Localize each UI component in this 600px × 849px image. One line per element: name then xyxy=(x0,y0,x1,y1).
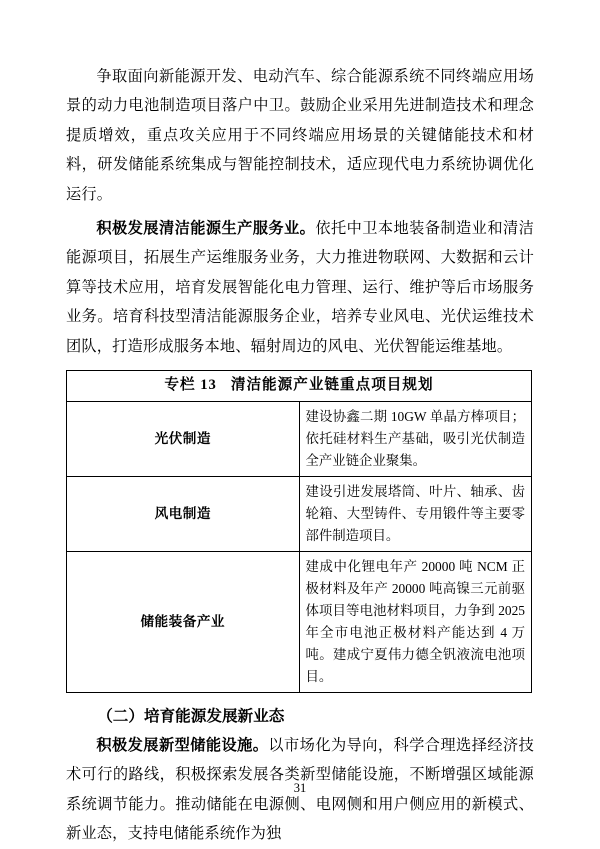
table-row-label: 风电制造 xyxy=(67,476,300,551)
paragraph-continuation: 争取面向新能源开发、电动汽车、综合能源系统不同终端应用场景的动力电池制造项目落户中卫。鼓励企业采用先进制造技术和理念提质增效，重点攻关应用于不同终端应用场景的关键储能技术和材料，研发储能系统集成与智能控制技术，适应现代电力系统协调优化运行。 xyxy=(66,68,534,203)
paragraph-body-clean-energy: 依托中卫本地装备制造业和清洁能源项目，拓展生产运维服务业务，大力推进物联网、大数据和云计算等技术应用，培育发展智能化电力管理、运行、维护等后市场服务业务。培育科技型清洁能源服务企业，培养专业风电、光伏运维技术团队，打造形成服务本地、辐射周边的风电、光伏智能运维基地。 xyxy=(66,220,534,355)
spacer xyxy=(66,693,534,702)
page-number: 31 xyxy=(293,781,307,795)
table-row-content: 建设协鑫二期 10GW 单晶方棒项目；依托硅材料生产基础，吸引光伏制造全产业链企业聚集。 xyxy=(299,401,532,476)
table-row xyxy=(67,551,532,692)
paragraph-lead-new-storage: 积极发展新型储能设施。 xyxy=(96,736,269,754)
table-title-text: 清洁能源产业链重点项目规划 xyxy=(230,377,434,394)
table-row xyxy=(67,476,532,551)
table-row-content: 建成中化锂电年产 20000 吨 NCM 正极材料及年产 20000 吨高镍三元前驱体项目等电池材料项目，力争到 2025 年全市电池正极材料产能达到 4 万吨。建成宁夏伟力德全钒液流电池项目。 xyxy=(299,551,532,692)
table-row-label: 储能装备产业 xyxy=(67,551,300,692)
table-title-cell xyxy=(67,371,532,402)
table-row xyxy=(67,401,532,476)
table-title-row xyxy=(67,371,532,402)
table-title-label: 专栏 13 xyxy=(164,377,217,394)
project-plan-table xyxy=(66,370,532,693)
paragraph-body-new-storage: 以市场化为导向，科学合理选择经济技术可行的路线，积极探索发展各类新型储能设施，不断增强区域能源系统调节能力。推动储能在电源侧、电网侧和用户侧应用的新模式、新业态，支持电储能系统作为独 xyxy=(66,736,534,843)
section-heading: （二）培育能源发展新业态 xyxy=(97,707,285,725)
paragraph-clean-energy-services xyxy=(66,214,534,361)
paragraph-lead-clean-energy: 积极发展清洁能源生产服务业。 xyxy=(96,220,316,238)
table-row-content: 建设引进发展塔筒、叶片、轴承、齿轮箱、大型铸件、专用锻件等主要零部件制造项目。 xyxy=(299,476,532,551)
table-row-label: 光伏制造 xyxy=(67,401,300,476)
